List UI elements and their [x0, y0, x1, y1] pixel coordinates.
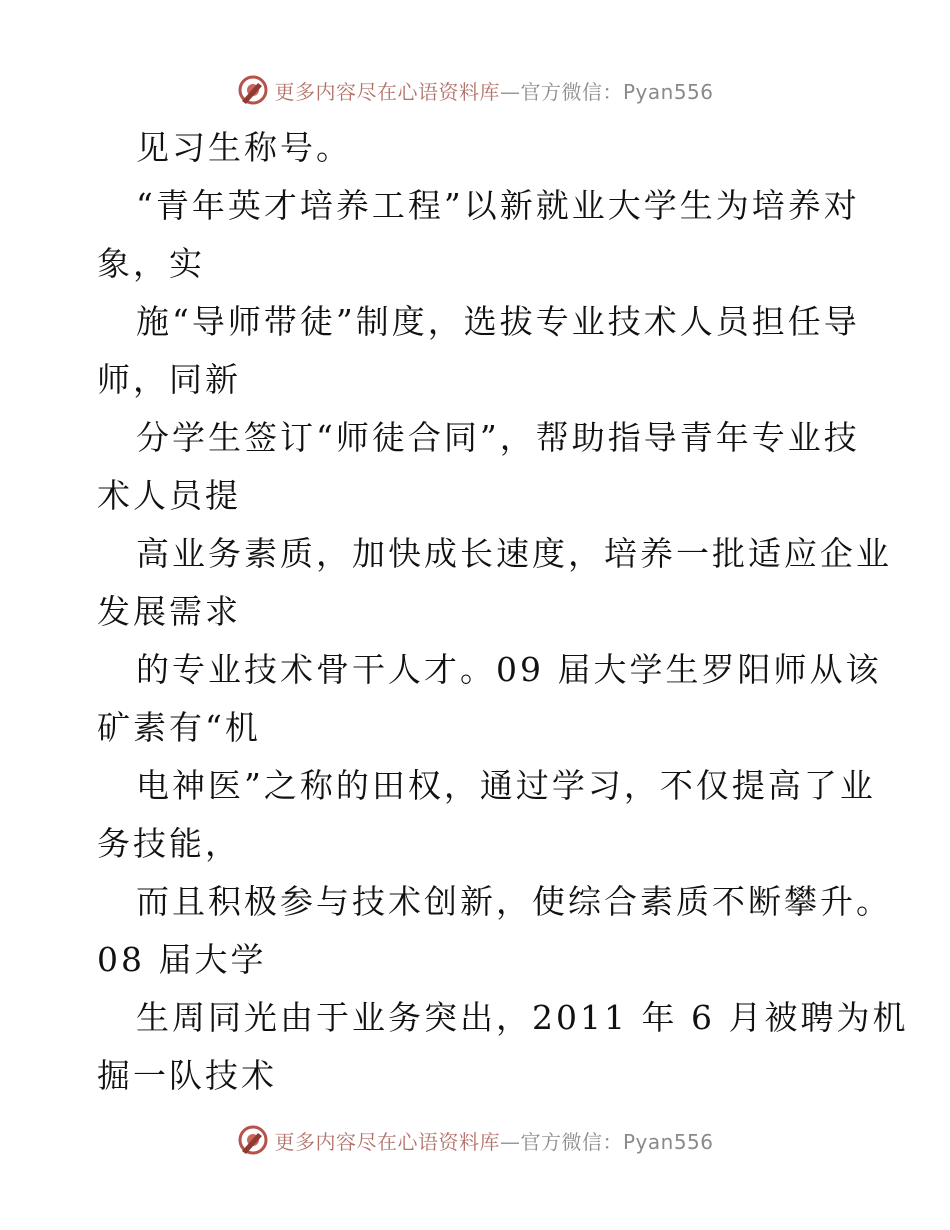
header-main-text: 更多内容尽在心语资料库 — [274, 79, 500, 104]
body-line: 术人员提 — [97, 476, 241, 515]
body-line: 施“导师带徒”制度，选拔专业技术人员担任导 — [136, 302, 860, 341]
body-line: 师，同新 — [97, 360, 241, 399]
footer-brand: Pyan556 — [622, 1129, 714, 1154]
body-line: 电神医”之称的田权，通过学习，不仅提高了业 — [136, 766, 876, 805]
header-banner — [0, 70, 950, 110]
pen-logo-icon — [236, 73, 270, 107]
body-line: “青年英才培养工程”以新就业大学生为培养对 — [136, 186, 860, 225]
footer-dash: — — [499, 1129, 521, 1154]
body-line: 见习生称号。 — [136, 128, 352, 167]
body-line: 务技能， — [97, 824, 241, 863]
header-brand: Pyan556 — [622, 79, 714, 104]
body-line: 而且积极参与技术创新，使综合素质不断攀升。 — [136, 882, 892, 921]
header-wechat-label: 官方微信： — [520, 79, 623, 104]
header-dash: — — [499, 79, 521, 104]
footer-text — [274, 1126, 713, 1155]
footer-wechat-label: 官方微信： — [520, 1129, 623, 1154]
body-line: 的专业技术骨干人才。09 届大学生罗阳师从该 — [136, 650, 882, 689]
header-text — [274, 76, 713, 105]
body-line: 象，实 — [97, 244, 205, 283]
body-line: 发展需求 — [97, 592, 241, 631]
body-line: 08 届大学 — [97, 940, 267, 979]
body-line: 掘一队技术 — [97, 1056, 277, 1095]
footer-banner — [0, 1120, 950, 1160]
body-line: 矿素有“机 — [97, 708, 261, 747]
footer-main-text: 更多内容尽在心语资料库 — [274, 1129, 500, 1154]
body-line: 分学生签订“师徒合同”，帮助指导青年专业技 — [136, 418, 860, 457]
body-line: 高业务素质，加快成长速度，培养一批适应企业 — [136, 534, 892, 573]
pen-logo-icon — [236, 1123, 270, 1157]
body-line: 生周同光由于业务突出，2011 年 6 月被聘为机 — [136, 998, 909, 1037]
